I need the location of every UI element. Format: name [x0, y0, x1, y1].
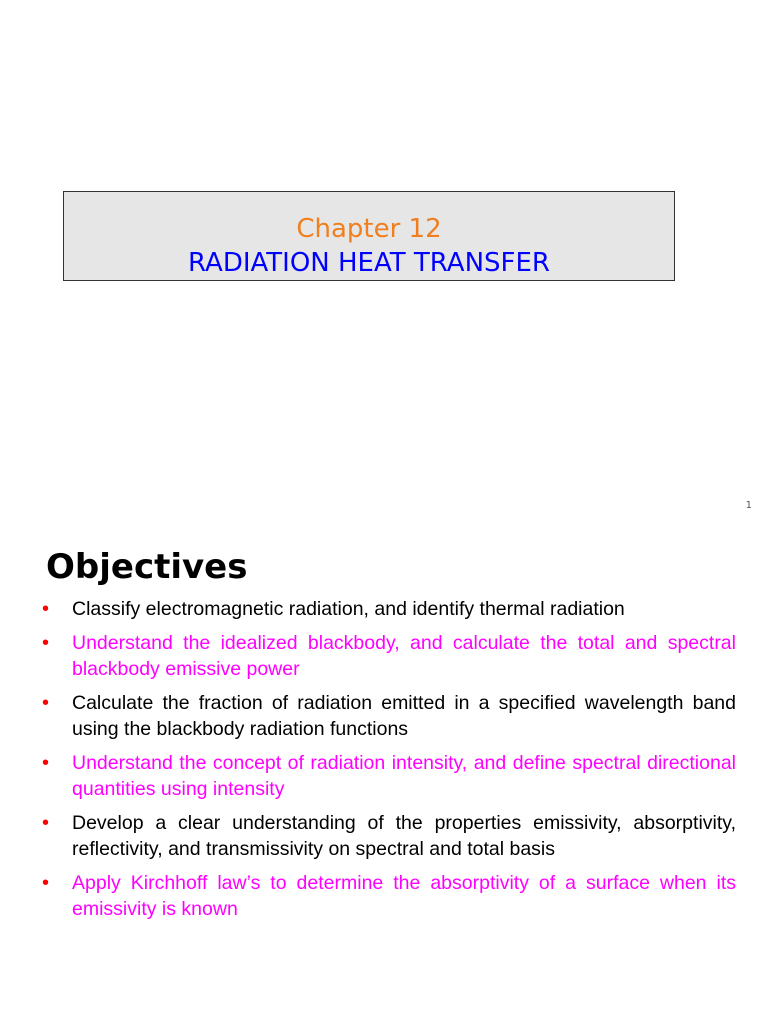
objective-item: [42, 690, 736, 742]
bullet-icon: •: [42, 692, 50, 714]
objectives-list: [42, 596, 736, 930]
objective-text: Understand the idealized blackbody, and calculate the total and spectral blackbody emissive power: [72, 632, 736, 680]
bullet-icon: •: [42, 598, 50, 620]
bullet-icon: •: [42, 872, 50, 894]
objectives-slide: [0, 528, 768, 1024]
bullet-icon: •: [42, 632, 50, 654]
page-number: 1: [745, 500, 752, 511]
objective-item: [42, 870, 736, 922]
objective-text: Apply Kirchhoff law’s to determine the absorptivity of a surface when its emissivity is known: [72, 872, 736, 920]
bullet-icon: •: [42, 752, 50, 774]
chapter-title-box: [63, 191, 675, 281]
bullet-icon: •: [42, 812, 50, 834]
objective-item: [42, 596, 736, 622]
chapter-subtitle: RADIATION HEAT TRANSFER: [188, 248, 550, 278]
objective-text: Calculate the fraction of radiation emitted in a specified wavelength band using the blackbody radiation functions: [72, 692, 736, 740]
objective-text: Develop a clear understanding of the properties emissivity, absorptivity, reflectivity, and transmissivity on spectral and total basis: [72, 812, 736, 860]
objective-text: Understand the concept of radiation intensity, and define spectral directional quantities using intensity: [72, 752, 736, 800]
objective-item: [42, 630, 736, 682]
objective-item: [42, 750, 736, 802]
objective-text: Classify electromagnetic radiation, and identify thermal radiation: [72, 598, 625, 620]
objective-item: [42, 810, 736, 862]
chapter-label: Chapter 12: [296, 214, 442, 244]
objectives-heading: Objectives: [46, 547, 248, 587]
